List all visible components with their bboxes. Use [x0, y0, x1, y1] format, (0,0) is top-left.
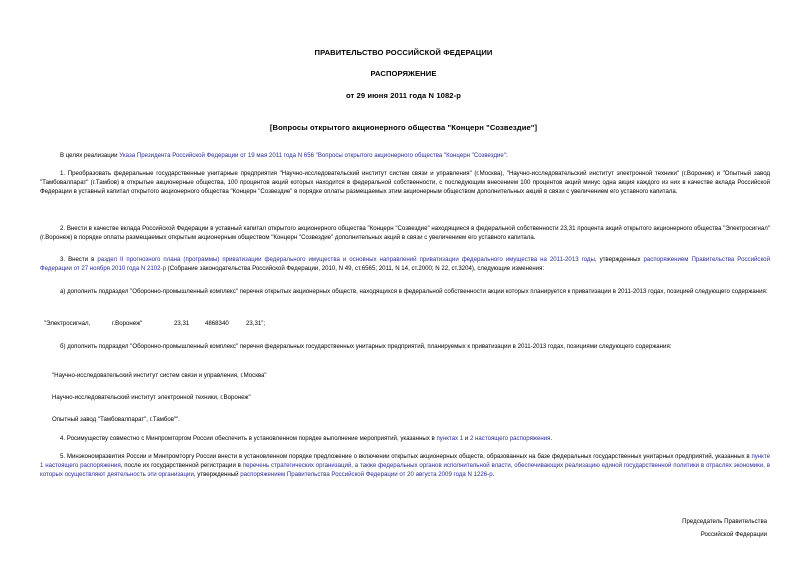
- row-company-name: "Электросигнал,: [44, 320, 91, 327]
- paragraph-5: [40, 452, 770, 479]
- intro-text: В целях реализации: [60, 152, 120, 159]
- p5-mid2: , утвержденный: [193, 471, 241, 479]
- signature-title: Председатель Правительства: [682, 518, 767, 525]
- row-share-final: 23,31";: [246, 320, 266, 327]
- point-2-link[interactable]: 2 настоящего распоряжения: [469, 435, 551, 442]
- p5-mid1: , после их государственной регистрации в: [120, 462, 243, 470]
- document-type: РАСПОРЯЖЕНИЕ: [370, 69, 437, 78]
- paragraph-4: [60, 434, 770, 443]
- paragraph-3: [40, 255, 770, 273]
- decree-link[interactable]: Указа Президента Российской Федерации от 19 мая 2011 года N 656 "Вопросы открытого акционерного общества "Концерн "Созвездие": [119, 152, 506, 159]
- p4-and: и: [463, 435, 470, 442]
- point-1-ref-link[interactable]: пункте 1 настоящего распоряжения: [40, 453, 770, 470]
- list-item: Научно-исследовательский институт электронной техники, г.Воронеж": [52, 394, 251, 401]
- document-date-number: от 29 июня 2011 года N 1082-р: [345, 91, 461, 100]
- list-item: Опытный завод "Тамбовалпарат", г.Тамбов"".: [52, 416, 180, 423]
- order-2102-link[interactable]: распоряжением Правительства Российской Федерации от 27 ноября 2010 года N 2102-р: [40, 256, 770, 273]
- intro-paragraph: [60, 151, 770, 160]
- subparagraph-a: а) дополнить подраздел "Оборонно-промышленный комплекс" перечня открытых акционерных обществ, находящихся в федеральной собственности акции которых планируется к приватизации в 2011-2013 годах, позицией следующего содержания:: [60, 288, 768, 295]
- list-item: "Научно-исследовательский институт систем связи и управления, г.Москва": [52, 372, 267, 379]
- p5-end: .: [492, 471, 495, 479]
- order-1226-link[interactable]: распоряжением Правительства Российской Федерации от 20 августа 2009 года N 1226-р: [240, 471, 493, 479]
- p5-start: 5. Минэкономразвития России и Минпромторгу России внести в установленном порядке предложение о включении открытых акционерных обществ, образованных на базе федеральных государственных унитарных предприятий, указанных в: [60, 453, 752, 460]
- p4-start: 4. Росимуществу совместно с Минпромторгом России обеспечить в установленном порядке выполнение мероприятий, указанных в: [60, 435, 437, 442]
- government-heading: ПРАВИТЕЛЬСТВО РОССИЙСКОЙ ФЕДЕРАЦИИ: [314, 48, 493, 57]
- paragraph-2: 2. Внести в качестве вклада Российской Федерации в уставный капитал открытого акционерного общества "Концерн "Созвездие" находящиеся в федеральной собственности 23,31 процента акций открытого акционерного общества "Электросигнал" (г.Воронеж) в порядке оплаты размещаемых открытым акционерным обществом "Концерн "Созвездие" дополнительных акций в связи с увеличением его уставного капитала.: [40, 225, 770, 242]
- p3-start: 3. Внести в: [60, 256, 98, 263]
- p3-mid: , утвержденных: [594, 256, 644, 263]
- privatization-plan-link[interactable]: раздел II прогнозного плана (программы) приватизации федерального имущества и основных направлений приватизации федерального имущества на 2011-2013 годы: [97, 256, 595, 263]
- row-shares-count: 4868340: [205, 320, 229, 327]
- document-title: [Вопросы открытого акционерного общества "Концерн "Созвездие"]: [269, 123, 538, 132]
- paragraph-1: 1. Преобразовать федеральные государственные унитарные предприятия "Научно-исследовательский институт систем связи и управления" (г.Москва), "Научно-исследовательский институт электронной техники" (г.Воронеж) и "Опытный завод "Тамбовалпарат" (г.Тамбов) в открытые акционерные общества, 100 процентов акций которых находится в федеральной собственности, с последующим внесением 100 процентов акций минус одна акция каждого из них в качестве вклада Российской Федерации в уставный капитал открытого акционерного общества "Концерн "Созвездие" в порядке оплаты размещаемых этим акционерным обществом дополнительных акций в связи с увеличением его уставного капитала.: [40, 170, 770, 196]
- p3-end: (Собрание законодательства Российской Федерации, 2010, N 49, ст.6565; 2011, N 14, ст.2000; N 22, ст.3204), следующие изменения:: [165, 265, 545, 273]
- signature-country: Российской Федерации: [700, 531, 767, 538]
- strategic-list-link[interactable]: перечень стратегических организаций, а также федеральных органов исполнительной власти, обеспечивающих реализацию единой государственной политики в отраслях экономики, в которых осуществляют деятельность эти организации: [40, 462, 770, 479]
- subparagraph-b: б) дополнить подраздел "Оборонно-промышленный комплекс" перечня федеральных государственных унитарных предприятий, планируемых к приватизации в 2011-2013 годах, позициями следующего содержания:: [60, 343, 672, 350]
- point-1-link[interactable]: пунктах 1: [436, 435, 464, 442]
- intro-tail: :: [505, 152, 508, 159]
- p4-end: .: [550, 435, 553, 442]
- row-city: г.Воронеж": [112, 320, 143, 327]
- row-share: 23,31: [174, 320, 190, 327]
